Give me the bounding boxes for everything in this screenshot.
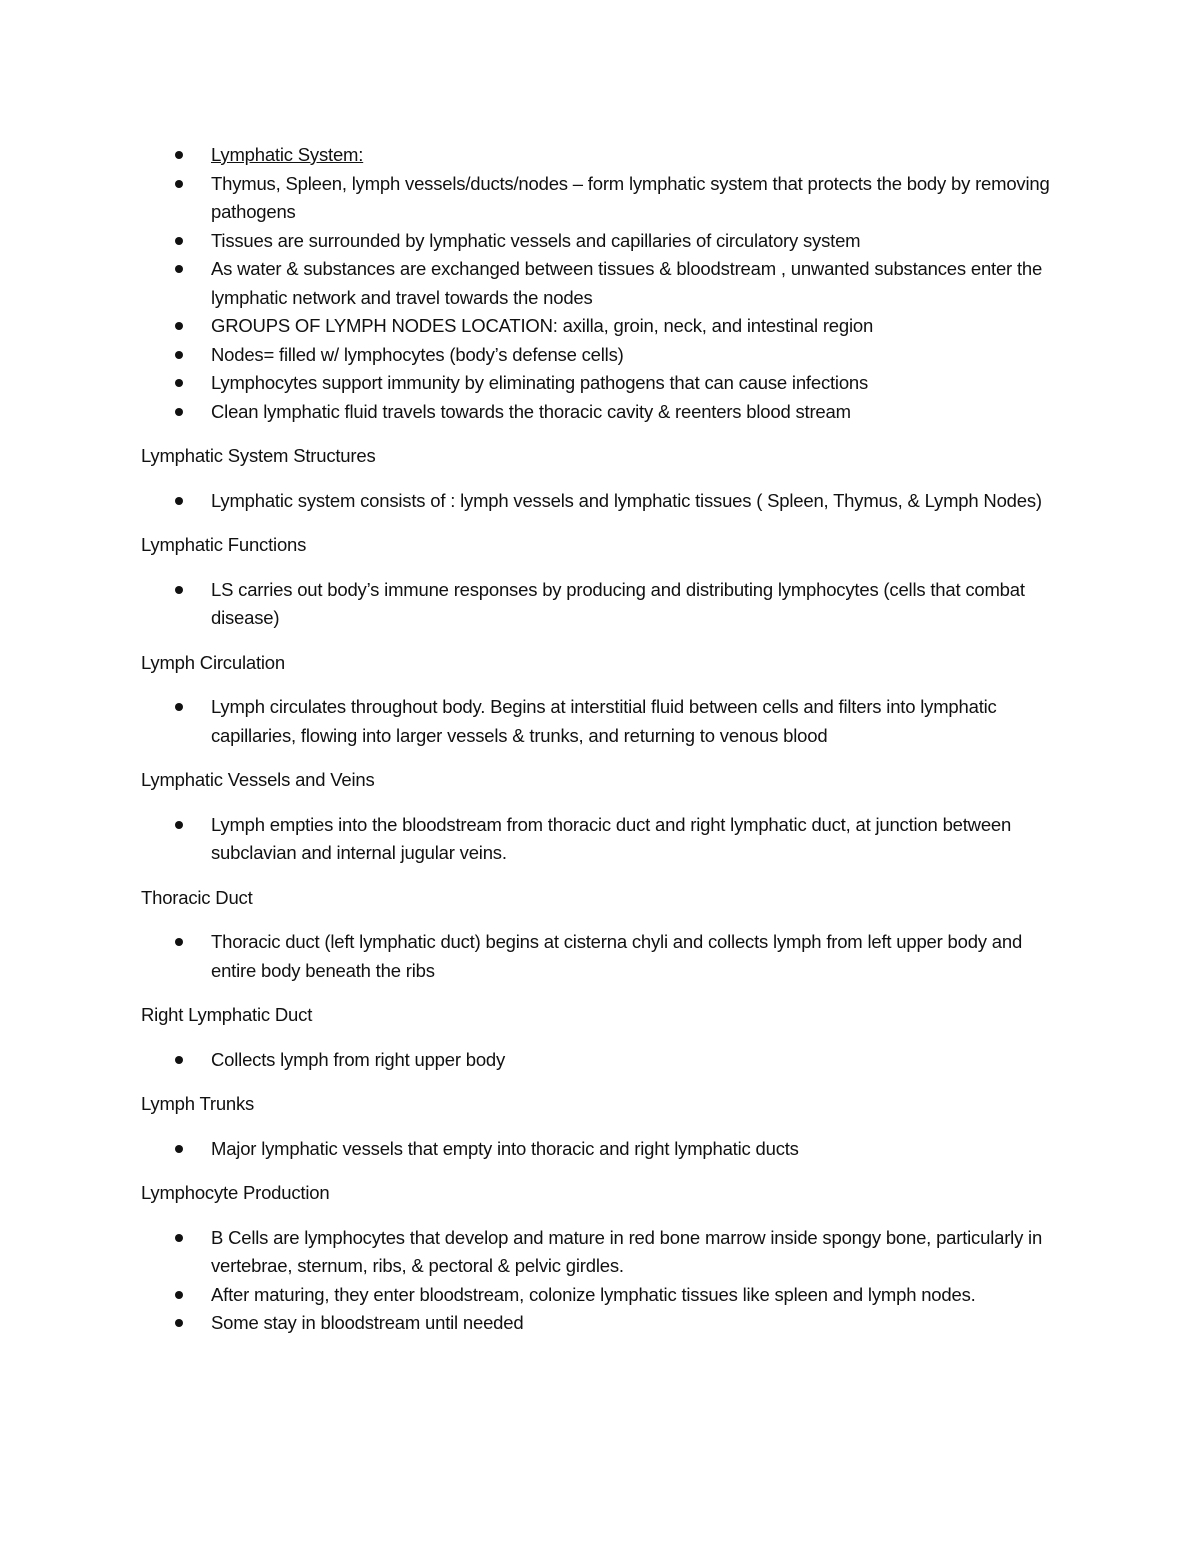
list-item xyxy=(211,141,1070,170)
list-item xyxy=(211,227,1070,256)
section-list xyxy=(141,576,1070,633)
bullet-icon xyxy=(175,1291,183,1299)
list-item-text: Thoracic duct (left lymphatic duct) begins at cisterna chyli and collects lymph from left upper body and entire body beneath the ribs xyxy=(211,931,1023,981)
bullet-icon xyxy=(175,1056,183,1064)
bullet-icon xyxy=(175,497,183,505)
section-list xyxy=(141,811,1070,868)
list-item xyxy=(211,255,1070,312)
list-item xyxy=(211,811,1070,868)
list-item xyxy=(211,1135,1070,1164)
list-item-text: B Cells are lymphocytes that develop and mature in red bone marrow inside spongy bone, particularly in vertebrae, sternum, ribs, & pectoral & pelvic girdles. xyxy=(211,1226,1043,1276)
section-heading: Thoracic Duct xyxy=(141,886,253,908)
list-item xyxy=(211,369,1070,398)
bullet-icon xyxy=(175,351,183,359)
bullet-icon xyxy=(175,938,183,946)
section-heading: Lymph Trunks xyxy=(141,1093,255,1114)
list-item-text: Major lymphatic vessels that empty into thoracic and right lymphatic ducts xyxy=(211,1137,799,1159)
list-item-text: Some stay in bloodstream until needed xyxy=(211,1312,524,1333)
list-item-text: Lymphatic system consists of : lymph vessels and lymphatic tissues ( Spleen, Thymus, & Lymph Nodes) xyxy=(211,489,1042,511)
list-item xyxy=(211,312,1070,341)
list-item-text: As water & substances are exchanged between tissues & bloodstream , unwanted substances enter the lymphatic network and travel towards the nodes xyxy=(211,258,1043,308)
list-item xyxy=(211,341,1070,370)
intro-heading: Lymphatic System: xyxy=(211,144,364,165)
bullet-icon xyxy=(175,1319,183,1327)
list-item-text: Nodes= filled w/ lymphocytes (body’s defense cells) xyxy=(211,343,624,365)
section-list xyxy=(141,487,1070,516)
bullet-icon xyxy=(175,180,183,188)
list-item xyxy=(211,576,1070,633)
bullet-icon xyxy=(175,1234,183,1242)
list-item-text: Thymus, Spleen, lymph vessels/ducts/nodes – form lymphatic system that protects the body by removing pathogens xyxy=(211,172,1050,222)
section-heading: Lymph Circulation xyxy=(141,651,285,673)
bullet-icon xyxy=(175,265,183,273)
bullet-icon xyxy=(175,151,183,159)
bullet-icon xyxy=(175,408,183,416)
section-heading: Lymphocyte Production xyxy=(141,1182,330,1203)
bullet-icon xyxy=(175,237,183,245)
list-item xyxy=(211,398,1070,427)
list-item-text: LS carries out body’s immune responses by producing and distributing lymphocytes (cells that combat disease) xyxy=(211,578,1025,628)
list-item-text: Clean lymphatic fluid travels towards the thoracic cavity & reenters blood stream xyxy=(211,400,851,422)
bullet-icon xyxy=(175,703,183,711)
list-item xyxy=(211,1309,1070,1338)
section-list xyxy=(141,1135,1070,1164)
list-item-text: GROUPS OF LYMPH NODES LOCATION: axilla, groin, neck, and intestinal region xyxy=(211,315,874,336)
list-item-text: After maturing, they enter bloodstream, colonize lymphatic tissues like spleen and lymph nodes. xyxy=(211,1283,976,1305)
list-item xyxy=(211,170,1070,227)
section-heading: Right Lymphatic Duct xyxy=(141,1004,313,1025)
section-heading: Lymphatic System Structures xyxy=(141,445,376,466)
list-item-text: Collects lymph from right upper body xyxy=(211,1048,506,1070)
bullet-icon xyxy=(175,821,183,829)
bullet-icon xyxy=(175,586,183,594)
section-heading: Lymphatic Vessels and Veins xyxy=(141,769,375,790)
list-item-text: Lymphocytes support immunity by eliminating pathogens that can cause infections xyxy=(211,372,869,393)
list-item-text: Lymph circulates throughout body. Begins at interstitial fluid between cells and filters into lymphatic capillaries, flowing into larger vessels & trunks, and returning to venous blood xyxy=(211,696,997,746)
bullet-icon xyxy=(175,322,183,330)
list-item xyxy=(211,1224,1070,1281)
section-list xyxy=(141,1046,1070,1075)
list-item-text: Lymph empties into the bloodstream from thoracic duct and right lymphatic duct, at junction between subclavian and internal jugular veins. xyxy=(211,813,1012,863)
bullet-icon xyxy=(175,1145,183,1153)
list-item xyxy=(211,928,1070,985)
list-item-text: Tissues are surrounded by lymphatic vessels and capillaries of circulatory system xyxy=(211,229,861,251)
section-list xyxy=(141,1224,1070,1338)
intro-list xyxy=(141,141,1070,426)
section-list xyxy=(141,693,1070,750)
section-heading: Lymphatic Functions xyxy=(141,534,307,555)
list-item xyxy=(211,487,1070,516)
list-item xyxy=(211,1281,1070,1310)
bullet-icon xyxy=(175,379,183,387)
list-item xyxy=(211,693,1070,750)
section-list xyxy=(141,928,1070,985)
list-item xyxy=(211,1046,1070,1075)
